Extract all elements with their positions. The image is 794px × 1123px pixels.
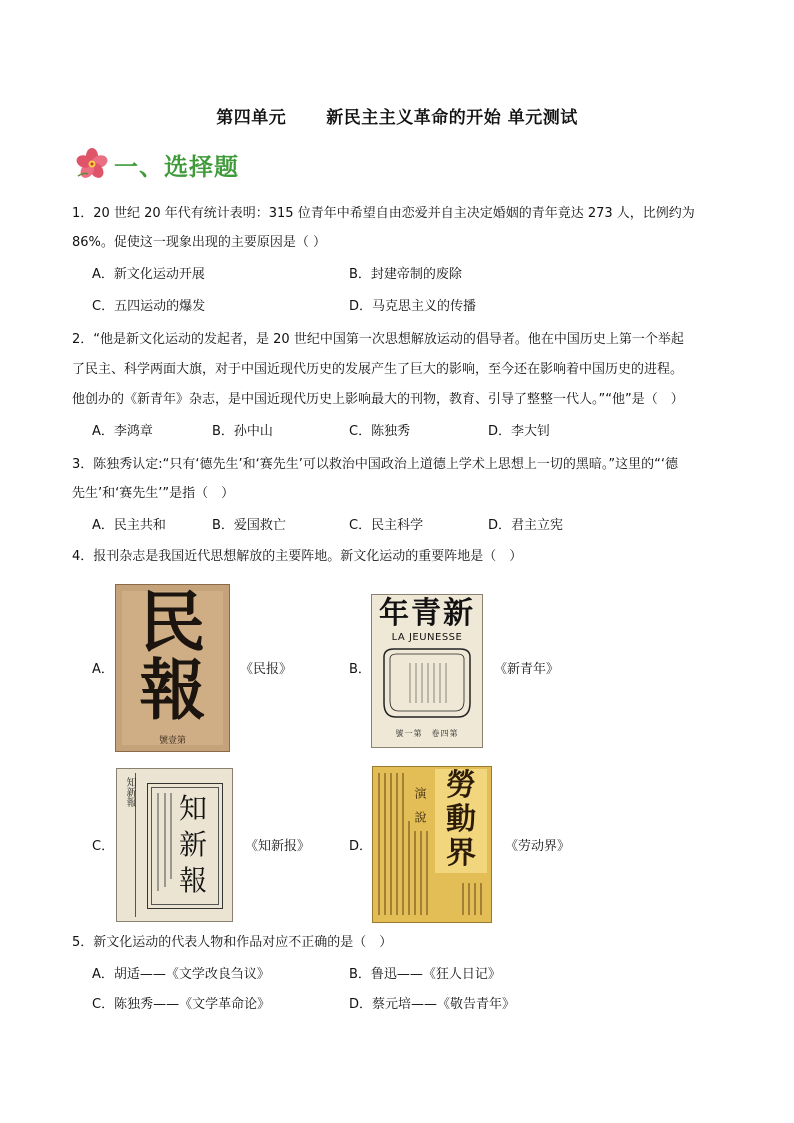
minbao-cover-image[interactable]: [115, 584, 230, 752]
flower-icon: [74, 146, 110, 182]
q1-option-d[interactable]: D．马克思主义的传播: [349, 299, 477, 314]
q5-option-b[interactable]: B．鲁迅——《狂人日记》: [349, 967, 501, 982]
xinqingnian-subtitle: LA JEUNESSE: [391, 632, 463, 643]
laodongjie-speech-label: 演 說: [413, 787, 427, 823]
zhixinbao-column-text: [153, 791, 173, 899]
section-heading: [74, 146, 239, 182]
q4-option-a-letter[interactable]: A．: [92, 662, 114, 677]
zhixinbao-char-2: 新: [178, 828, 207, 861]
q4-option-d-letter[interactable]: D．: [349, 839, 373, 854]
q4-stem-line1: 4．报刊杂志是我国近代思想解放的主要阵地。新文化运动的重要阵地是（ ）: [72, 549, 523, 564]
q4-option-b-letter[interactable]: B．: [349, 662, 371, 677]
q5-stem-line1: 5．新文化运动的代表人物和作品对应不正确的是（ ）: [72, 935, 393, 950]
xinqingnian-issue: 號一第 卷四第: [395, 729, 459, 738]
zhixinbao-cover-image[interactable]: [116, 768, 233, 922]
laodongjie-char-3: 界: [446, 836, 476, 871]
q2-option-d[interactable]: D．李大钊: [488, 424, 551, 439]
q3-option-a[interactable]: A．民主共和: [92, 518, 166, 533]
xinqingnian-title: 年青新: [379, 596, 475, 631]
xinqingnian-cover-image[interactable]: [371, 594, 483, 748]
minbao-char-1: 民: [139, 584, 206, 661]
q3-stem-line1: 3．陈独秀认定:“只有‘德先生’和‘赛先生’可以救治中国政治上道德上学术上思想上一切的黑暗。”这里的“‘德: [72, 457, 679, 472]
q4-option-d-name: 《劳动界》: [505, 839, 571, 854]
q1-option-a[interactable]: A．新文化运动开展: [92, 267, 205, 282]
section-title: 一、选择题: [114, 152, 239, 181]
q2-option-b[interactable]: B．孙中山: [212, 424, 273, 439]
zhixinbao-char-3: 報: [178, 864, 207, 897]
q4-option-a-name: 《民报》: [240, 662, 293, 677]
laodongjie-char-1: 勞: [446, 768, 476, 803]
q1-option-b[interactable]: B．封建帝制的废除: [349, 267, 462, 282]
q4-option-b-name: 《新青年》: [494, 662, 560, 677]
q2-option-c[interactable]: C．陈独秀: [349, 424, 411, 439]
q1-stem-line1: 1．20 世纪 20 年代有统计表明：315 位青年中希望自由恋爱并自主决定婚姻的青年竟达 273 人，比例约为: [72, 206, 695, 221]
q3-stem-line2: 先生’和‘赛先生’”是指（ ）: [72, 486, 235, 501]
title-topic: 新民主主义革命的开始 单元测试: [326, 108, 578, 128]
q3-option-b[interactable]: B．爱国救亡: [212, 518, 286, 533]
q5-option-c[interactable]: C．陈独秀——《文学革命论》: [92, 997, 271, 1012]
page-title: [0, 103, 794, 128]
minbao-issue: 號壹第: [158, 736, 186, 746]
q4-option-c-name: 《知新报》: [245, 839, 311, 854]
xinqingnian-frame-ornament: [380, 647, 474, 719]
q4-option-c-letter[interactable]: C．: [92, 839, 115, 854]
laodongjie-char-2: 動: [446, 802, 476, 837]
q5-option-a[interactable]: A．胡适——《文学改良刍议》: [92, 967, 270, 982]
q2-stem-line3: 他创办的《新青年》杂志，是中国近现代历史上影响最大的刊物，教育、引导了整整一代人。”“他”是（ ）: [72, 392, 684, 407]
q5-option-d[interactable]: D．蔡元培——《敬告青年》: [349, 997, 516, 1012]
q3-option-d[interactable]: D．君主立宪: [488, 518, 564, 533]
laodongjie-cover-image[interactable]: [372, 766, 492, 923]
q1-option-c[interactable]: C．五四运动的爆发: [92, 299, 206, 314]
q2-option-a[interactable]: A．李鸿章: [92, 424, 153, 439]
q1-stem-line2: 86%。促使这一现象出现的主要原因是（ ）: [72, 235, 327, 250]
q2-stem-line1: 2．“他是新文化运动的发起者，是 20 世纪中国第一次思想解放运动的倡导者。他在中国历史上第一个举起: [72, 332, 684, 347]
zhixinbao-char-1: 知: [178, 792, 207, 825]
q3-option-c[interactable]: C．民主科学: [349, 518, 424, 533]
zhixinbao-spine-text: 知新報: [124, 777, 135, 807]
title-unit: 第四单元: [216, 108, 287, 128]
q2-stem-line2: 了民主、科学两面大旗，对于中国近现代历史的发展产生了巨大的影响，至今还在影响着中国历史的进程。: [72, 362, 684, 377]
minbao-char-2: 報: [139, 651, 206, 729]
